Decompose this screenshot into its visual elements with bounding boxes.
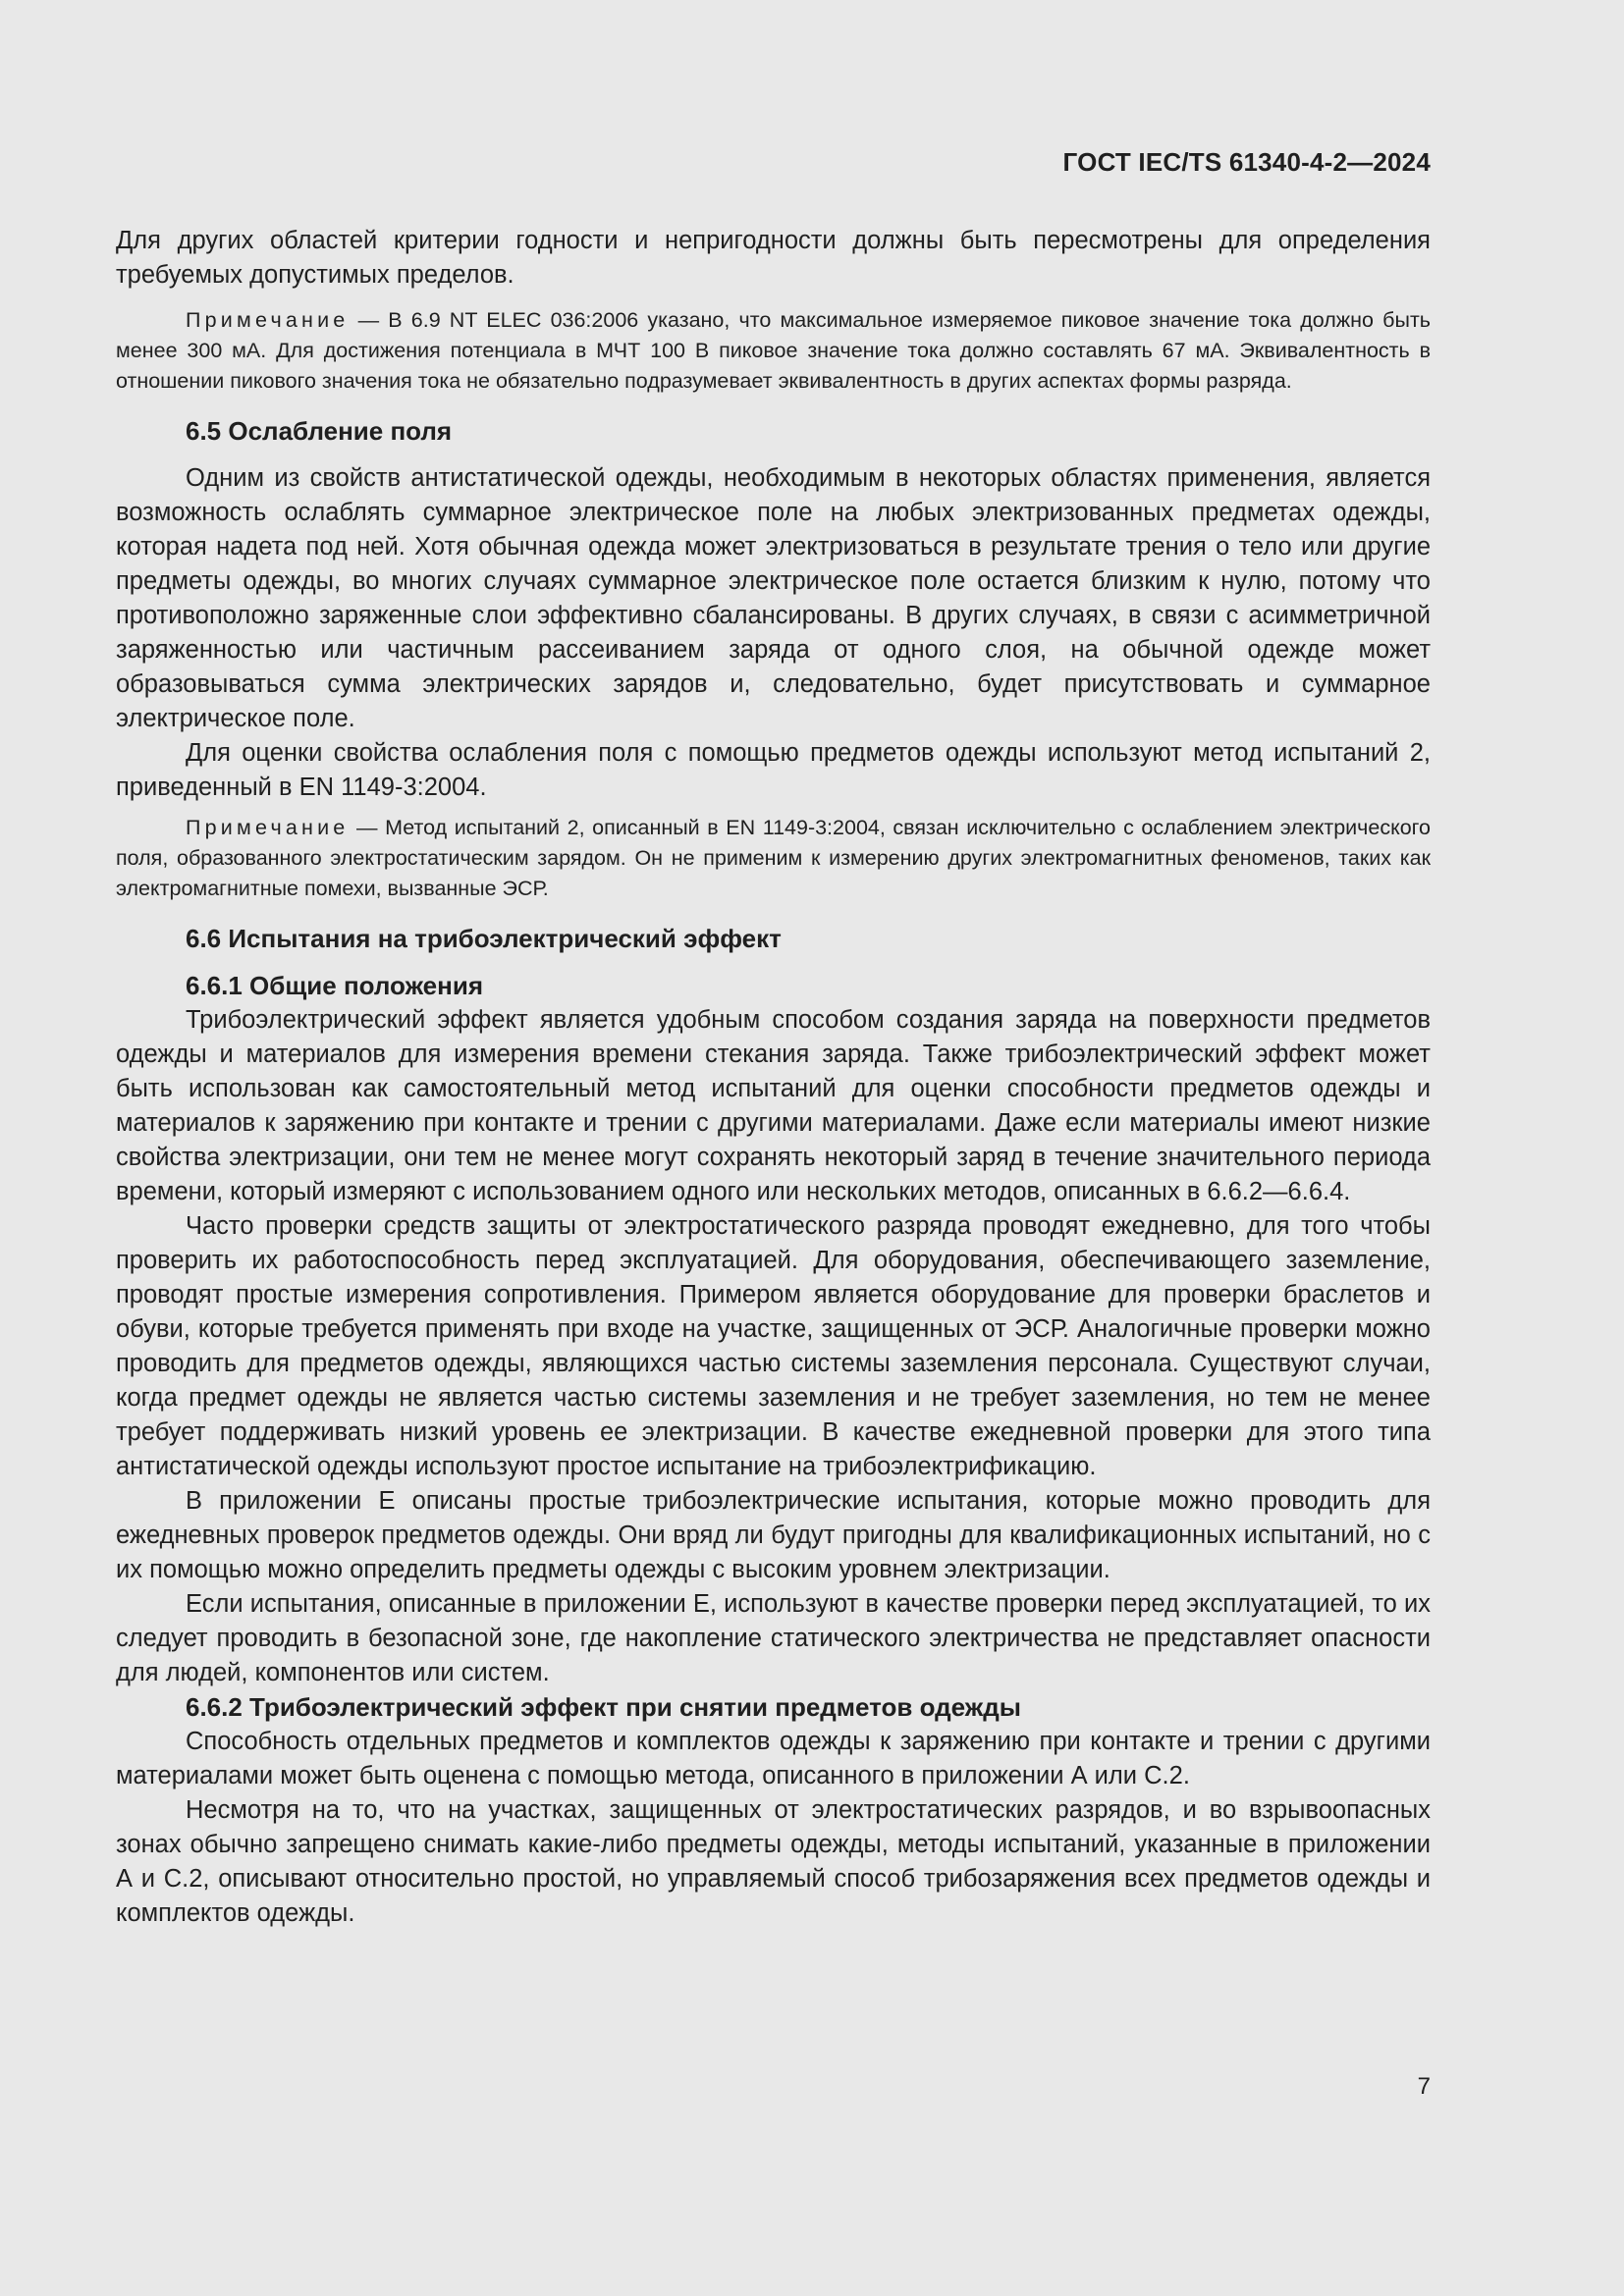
section-paragraph: Трибоэлектрический эффект является удобным способом создания заряда на поверхности предметов одежды и материалов для измерения времени стекания заряда. Также трибоэлектрический эффект может быть использован как самостоятельный метод испытаний для оценки способности предметов одежды и материалов к заряжению при контакте и трении с другими материалами. Даже если материалы имеют низкие свойства электризации, они тем не менее могут сохранять некоторый заряд в течение значительного периода времени, который измеряют с использованием одного или нескольких методов, описанных в 6.6.2—6.6.4. <box>116 1006 1431 1205</box>
section-paragraph: Способность отдельных предметов и комплектов одежды к заряжению при контакте и трении с другими материалами может быть оценена с помощью метода, описанного в приложении А или С.2. <box>116 1728 1431 1789</box>
section-paragraph: Если испытания, описанные в приложении Е, используют в качестве проверки перед эксплуатацией, то их следует проводить в безопасной зоне, где накопление статического электричества не представляет опасности для людей, компонентов или систем. <box>116 1590 1431 1686</box>
note-label: Примечание <box>186 308 350 332</box>
section-heading-6-6: 6.6 Испытания на трибоэлектрический эффект <box>186 924 782 953</box>
note-text: — В 6.9 NT ELEC 036:2006 указано, что максимальное измеряемое пиковое значение тока должно быть менее 300 мА. Для достижения потенциала в МЧТ 100 В пиковое значение тока должно составлять 67 мА. Эквивалентность в отношении пикового значения тока не обязательно подразумевает эквивалентность в других аспектах формы разряда. <box>116 308 1431 393</box>
intro-paragraph: Для других областей критерии годности и непригодности должны быть пересмотрены для определения требуемых допустимых пределов. <box>116 227 1431 289</box>
note-label: Примечание <box>186 816 350 839</box>
subsection-heading-6-6-2: 6.6.2 Трибоэлектрический эффект при снятии предметов одежды <box>186 1692 1021 1722</box>
section-paragraph: Для оценки свойства ослабления поля с помощью предметов одежды используют метод испытаний 2, приведенный в EN 1149-3:2004. <box>116 739 1431 801</box>
section-paragraph: Одним из свойств антистатической одежды, необходимым в некоторых областях применения, является возможность ослаблять суммарное электрическое поле на любых электризованных предметах одежды, которая надета под ней. Хотя обычная одежда может электризоваться в результате трения о тело или другие предметы одежды, во многих случаях суммарное электрическое поле остается близким к нулю, потому что противоположно заряженные слои эффективно сбалансированы. В других случаях, в связи с асимметричной заряженностью или частичным рассеиванием заряда от одного слоя, на обычной одежде может образовываться сумма электрических зарядов и, следовательно, будет присутствовать и суммарное электрическое поле. <box>116 464 1431 732</box>
document-number-header: ГОСТ IEC/TS 61340-4-2—2024 <box>1062 147 1431 177</box>
section-heading-6-5: 6.5 Ослабление поля <box>186 416 453 446</box>
subsection-heading-6-6-1: 6.6.1 Общие положения <box>186 971 483 1000</box>
page-content <box>116 224 1431 1931</box>
note-paragraph <box>116 813 1431 904</box>
note-paragraph <box>116 305 1431 397</box>
section-paragraph: Часто проверки средств защиты от электростатического разряда проводят ежедневно, для того чтобы проверить их работоспособность перед эксплуатацией. Для оборудования, обеспечивающего заземление, проводят простые измерения сопротивления. Примером является оборудование для проверки браслетов и обуви, которые требуется применять при входе на участке, защищенных от ЭСР. Аналогичные проверки можно проводить для предметов одежды, являющихся частью системы заземления персонала. Существуют случаи, когда предмет одежды не является частью системы заземления и не требует заземления, но тем не менее требует поддерживать низкий уровень ее электризации. В качестве ежедневной проверки для этого типа антистатической одежды используют простое испытание на трибоэлектрификацию. <box>116 1212 1431 1480</box>
note-text: — Метод испытаний 2, описанный в EN 1149-3:2004, связан исключительно с ослаблением электрического поля, образованного электростатическим зарядом. Он не применим к измерению других электромагнитных феноменов, таких как электромагнитные помехи, вызванные ЭСР. <box>116 816 1431 900</box>
page-number: 7 <box>1417 2073 1431 2100</box>
section-paragraph: Несмотря на то, что на участках, защищенных от электростатических разрядов, и во взрывоопасных зонах обычно запрещено снимать какие-либо предметы одежды, методы испытаний, указанные в приложении А и С.2, описывают относительно простой, но управляемый способ трибозаряжения всех предметов одежды и комплектов одежды. <box>116 1796 1431 1927</box>
section-paragraph: В приложении Е описаны простые трибоэлектрические испытания, которые можно проводить для ежедневных проверок предметов одежды. Они вряд ли будут пригодны для квалификационных испытаний, но с их помощью можно определить предметы одежды с высоким уровнем электризации. <box>116 1487 1431 1583</box>
